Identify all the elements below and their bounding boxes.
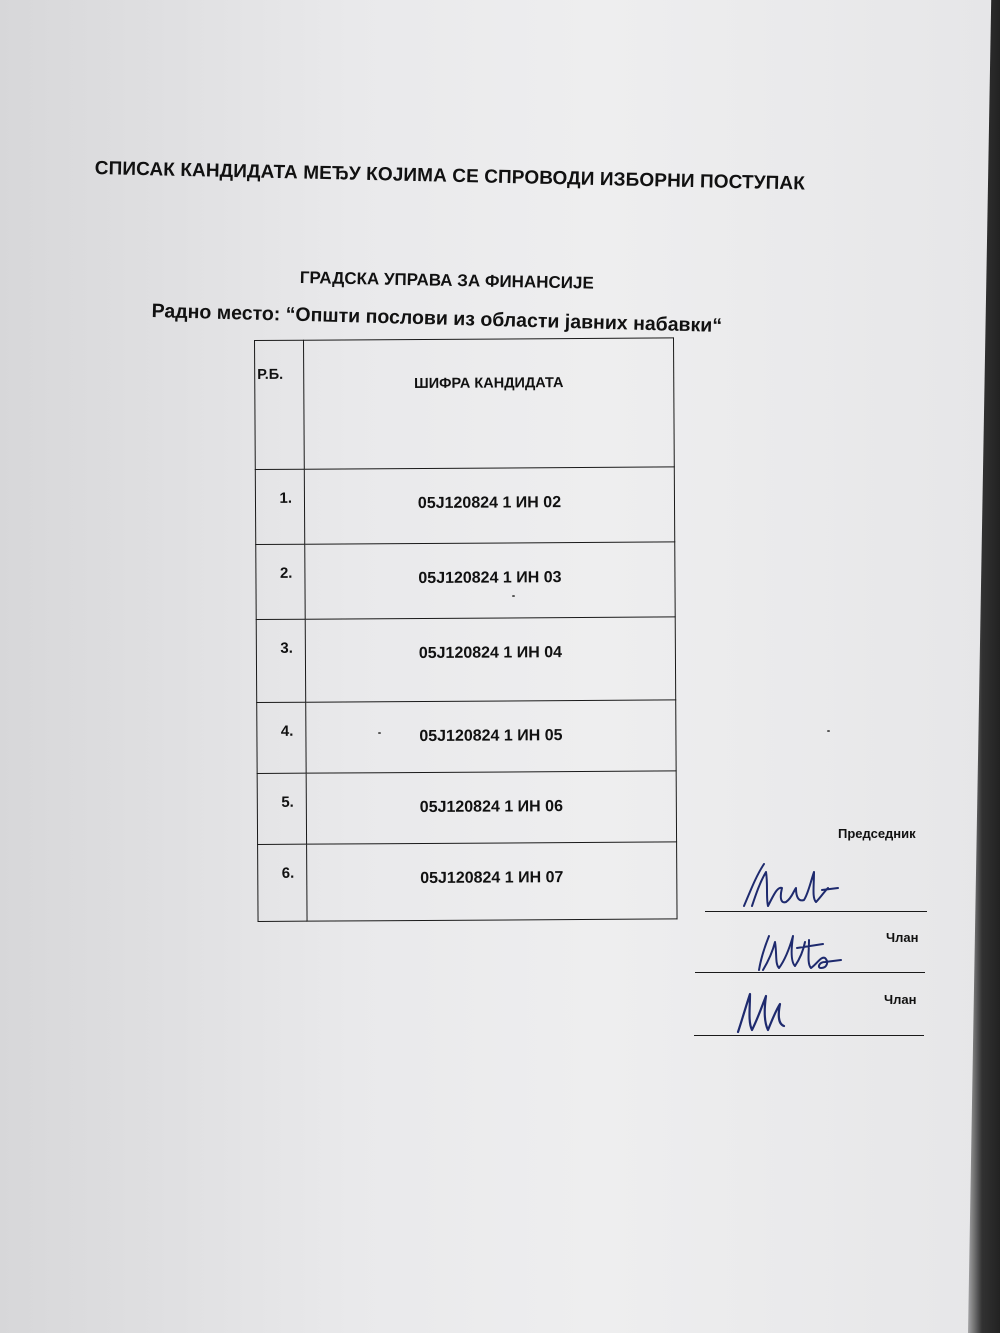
member-signature-line [694, 1035, 924, 1036]
row-number: 2. [256, 544, 305, 619]
candidate-code: 05Ј120824 1 ИН 05 [306, 700, 676, 773]
row-number: 5. [257, 773, 306, 844]
paper-speck [378, 732, 381, 734]
president-label: Председник [838, 826, 916, 841]
candidate-code: 05Ј120824 1 ИН 04 [305, 617, 676, 702]
candidate-code: 05Ј120824 1 ИН 07 [307, 842, 677, 921]
member-signature [745, 924, 855, 976]
member-label: Члан [886, 930, 919, 945]
paper-speck [512, 595, 515, 597]
table-row [258, 842, 677, 922]
table-row [256, 542, 675, 620]
table-row [257, 771, 676, 845]
president-signature-line [705, 911, 927, 912]
candidate-code: 05Ј120824 1 ИН 03 [305, 542, 675, 619]
header-candidate-code: ШИФРА КАНДИДАТА [304, 338, 675, 469]
member-label: Члан [884, 992, 917, 1007]
row-number: 6. [258, 844, 307, 921]
candidate-code: 05Ј120824 1 ИН 06 [306, 771, 676, 844]
row-number: 4. [257, 702, 306, 773]
candidates-table [254, 337, 678, 922]
row-number: 3. [256, 619, 306, 702]
table-header-row [255, 338, 675, 470]
row-number: 1. [255, 469, 304, 544]
document-title: СПИСАК КАНДИДАТА МЕЂУ КОЈИМА СЕ СПРОВОДИ ИЗБОРНИ ПОСТУПАК [94, 158, 806, 195]
member-signature [728, 986, 798, 1038]
member-signature-line [695, 972, 925, 973]
candidate-code: 05Ј120824 1 ИН 02 [304, 467, 674, 544]
president-signature [730, 858, 850, 914]
header-number: Р.Б. [255, 340, 305, 469]
table-row [255, 467, 674, 545]
table-row [257, 700, 676, 774]
table-row [256, 617, 675, 703]
department-name: ГРАДСКА УПРАВА ЗА ФИНАНСИЈЕ [299, 268, 594, 293]
job-position: Радно место: “Општи послови из области јавних набавки“ [151, 300, 723, 337]
paper-speck [827, 730, 830, 732]
